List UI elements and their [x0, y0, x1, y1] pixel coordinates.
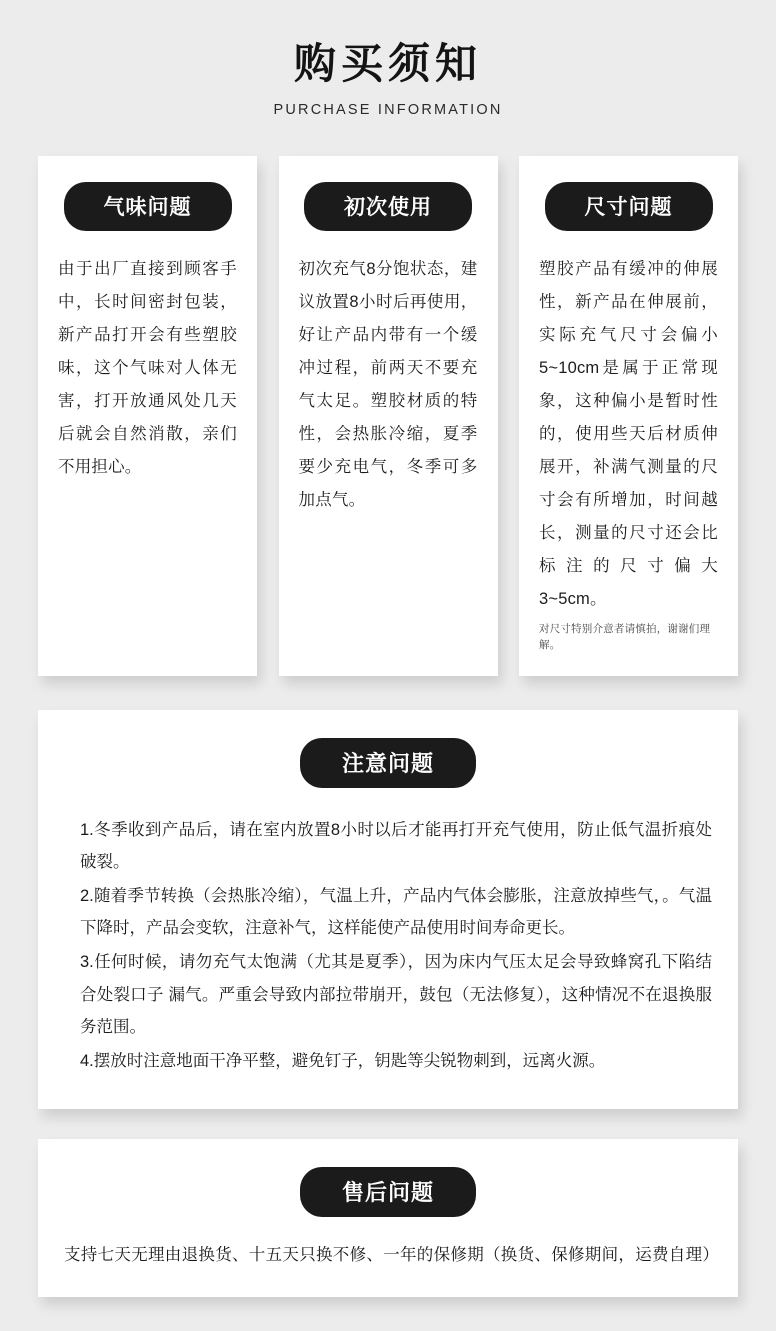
info-card-first-use-title: 初次使用 [304, 182, 472, 231]
list-item: 3.任何时候，请勿充气太饱满（尤其是夏季），因为床内气压太足会导致蜂窝孔下陷结合处裂口子 漏气。严重会导致内部拉带崩开，鼓包（无法修复），这种情况不在退换服务范围。 [80, 953, 712, 1036]
info-card-odor-body: 由于出厂直接到顾客手中，长时间密封包装，新产品打开会有些塑胶味，这个气味对人体无害，打开放通风处几天后就会自然消散，亲们不用担心。 [58, 260, 237, 477]
info-card-odor-title: 气味问题 [64, 182, 232, 231]
notice-panel [38, 710, 738, 1109]
info-card-size [519, 156, 738, 676]
page-title: 购买须知 [293, 40, 482, 87]
after-sales-text: 支持七天无理由退换货、十五天只换不修、一年的保修期（换货、保修期间，运费自理） [64, 1246, 720, 1265]
notice-panel-title: 注意问题 [300, 738, 476, 788]
list-item: 2.随着季节转换（会热胀冷缩），气温上升，产品内气体会膨胀，注意放掉些气，。气温下降时，产品会变软，注意补气，这样能使产品使用时间寿命更长。 [80, 887, 712, 938]
page-subtitle: PURCHASE INFORMATION [273, 102, 503, 119]
notice-list [64, 814, 712, 1077]
after-sales-panel [38, 1139, 738, 1297]
info-card-size-title: 尺寸问题 [545, 182, 713, 231]
info-card-first-use [279, 156, 498, 676]
info-card-size-note: 对尺寸特别介意者请慎拍，谢谢们理解。 [539, 623, 711, 652]
list-item: 4.摆放时注意地面干净平整，避免钉子，钥匙等尖锐物刺到，远离火源。 [80, 1052, 606, 1070]
info-card-size-body: 塑胶产品有缓冲的伸展性，新产品在伸展前，实际充气尺寸会偏小5~10cm是属于正常现象，这种偏小是暂时性的，使用些天后材质伸展开，补满气测量的尺寸会有所增加，时间越长，测量的尺寸还会比标注的尺寸偏大3~5cm。 [539, 260, 718, 609]
info-cards-row [0, 156, 776, 676]
info-card-odor [38, 156, 257, 676]
list-item: 1.冬季收到产品后，请在室内放置8小时以后才能再打开充气使用，防止低气温折痕处破裂。 [80, 820, 712, 871]
after-sales-title: 售后问题 [300, 1167, 476, 1217]
info-card-first-use-body: 初次充气8分饱状态，建议放置8小时后再使用，好让产品内带有一个缓冲过程，前两天不要充气太足。塑胶材质的特性，会热胀冷缩，夏季要少充电气，冬季可多加点气。 [298, 260, 478, 510]
page-header [0, 0, 776, 118]
